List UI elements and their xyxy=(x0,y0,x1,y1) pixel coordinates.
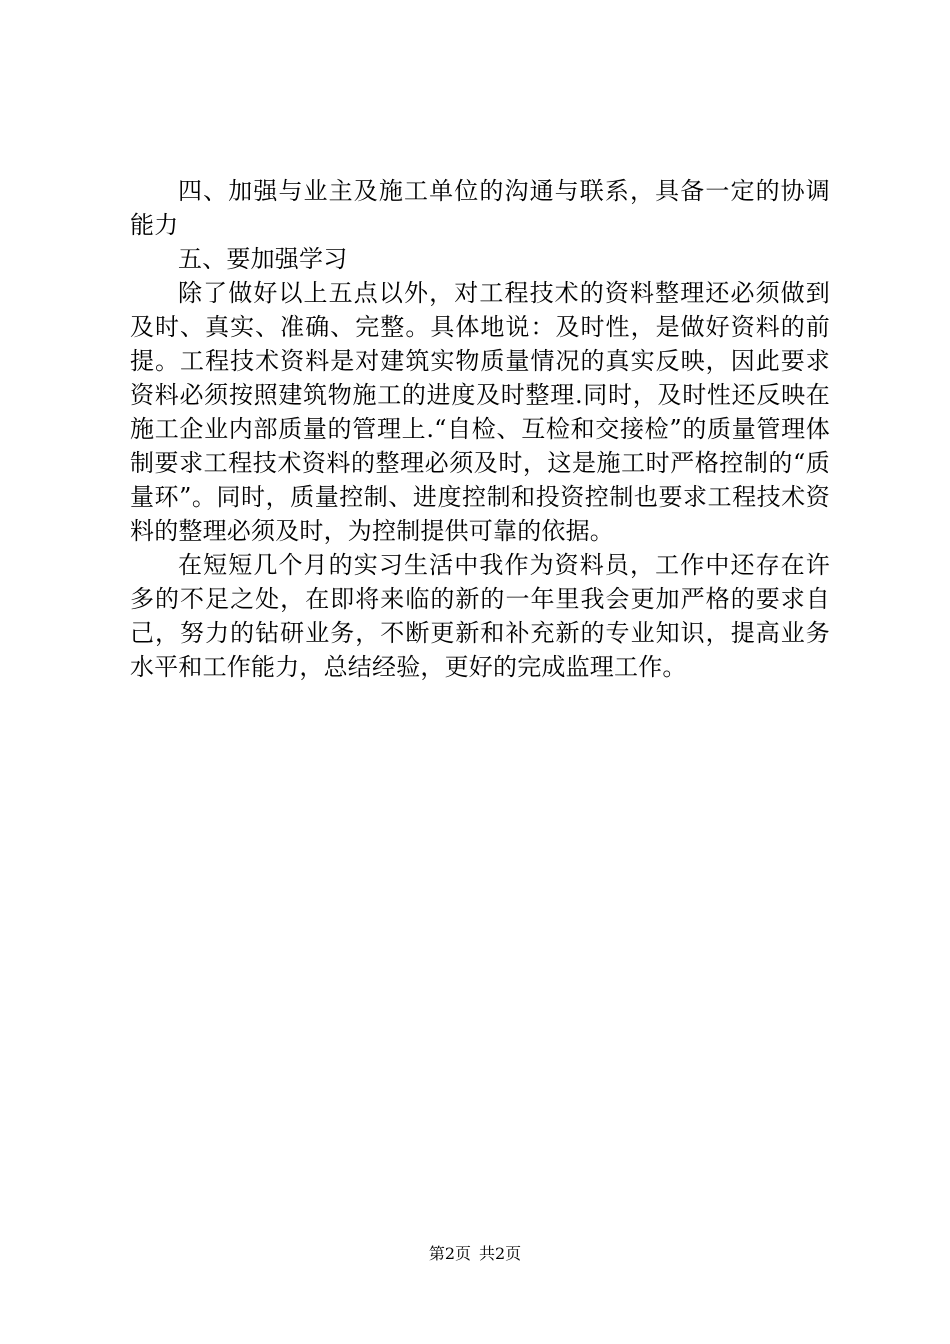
paragraph-records-management: 除了做好以上五点以外，对工程技术的资料整理还必须做到及时、真实、准确、完整。具体地说：及时性，是做好资料的前提。工程技术资料是对建筑实物质量情况的真实反映，因此要求资料必须按照建筑物施工的进度及时整理.同时，及时性还反映在施工企业内部质量的管理上.“自检、互检和交接检”的质量管理体制要求工程技术资料的整理必须及时，这是施工时严格控制的“质量环”。同时，质量控制、进度控制和投资控制也要求工程技术资料的整理必须及时，为控制提供可靠的依据。 xyxy=(130,279,830,545)
paragraph-conclusion: 在短短几个月的实习生活中我作为资料员，工作中还存在许多的不足之处，在即将来临的新的一年里我会更加严格的要求自己，努力的钻研业务，不断更新和补充新的专业知识，提高业务水平和工作能力，总结经验，更好的完成监理工作。 xyxy=(130,551,830,681)
page-footer xyxy=(0,1244,950,1264)
page-total: 共2页 xyxy=(479,1244,522,1263)
page-number: 第2页 xyxy=(428,1244,471,1263)
paragraph-section-five: 五、要加强学习 xyxy=(178,245,348,273)
paragraph-section-four: 四、加强与业主及施工单位的沟通与联系，具备一定的协调能力 xyxy=(130,177,830,239)
document-body xyxy=(130,174,830,684)
